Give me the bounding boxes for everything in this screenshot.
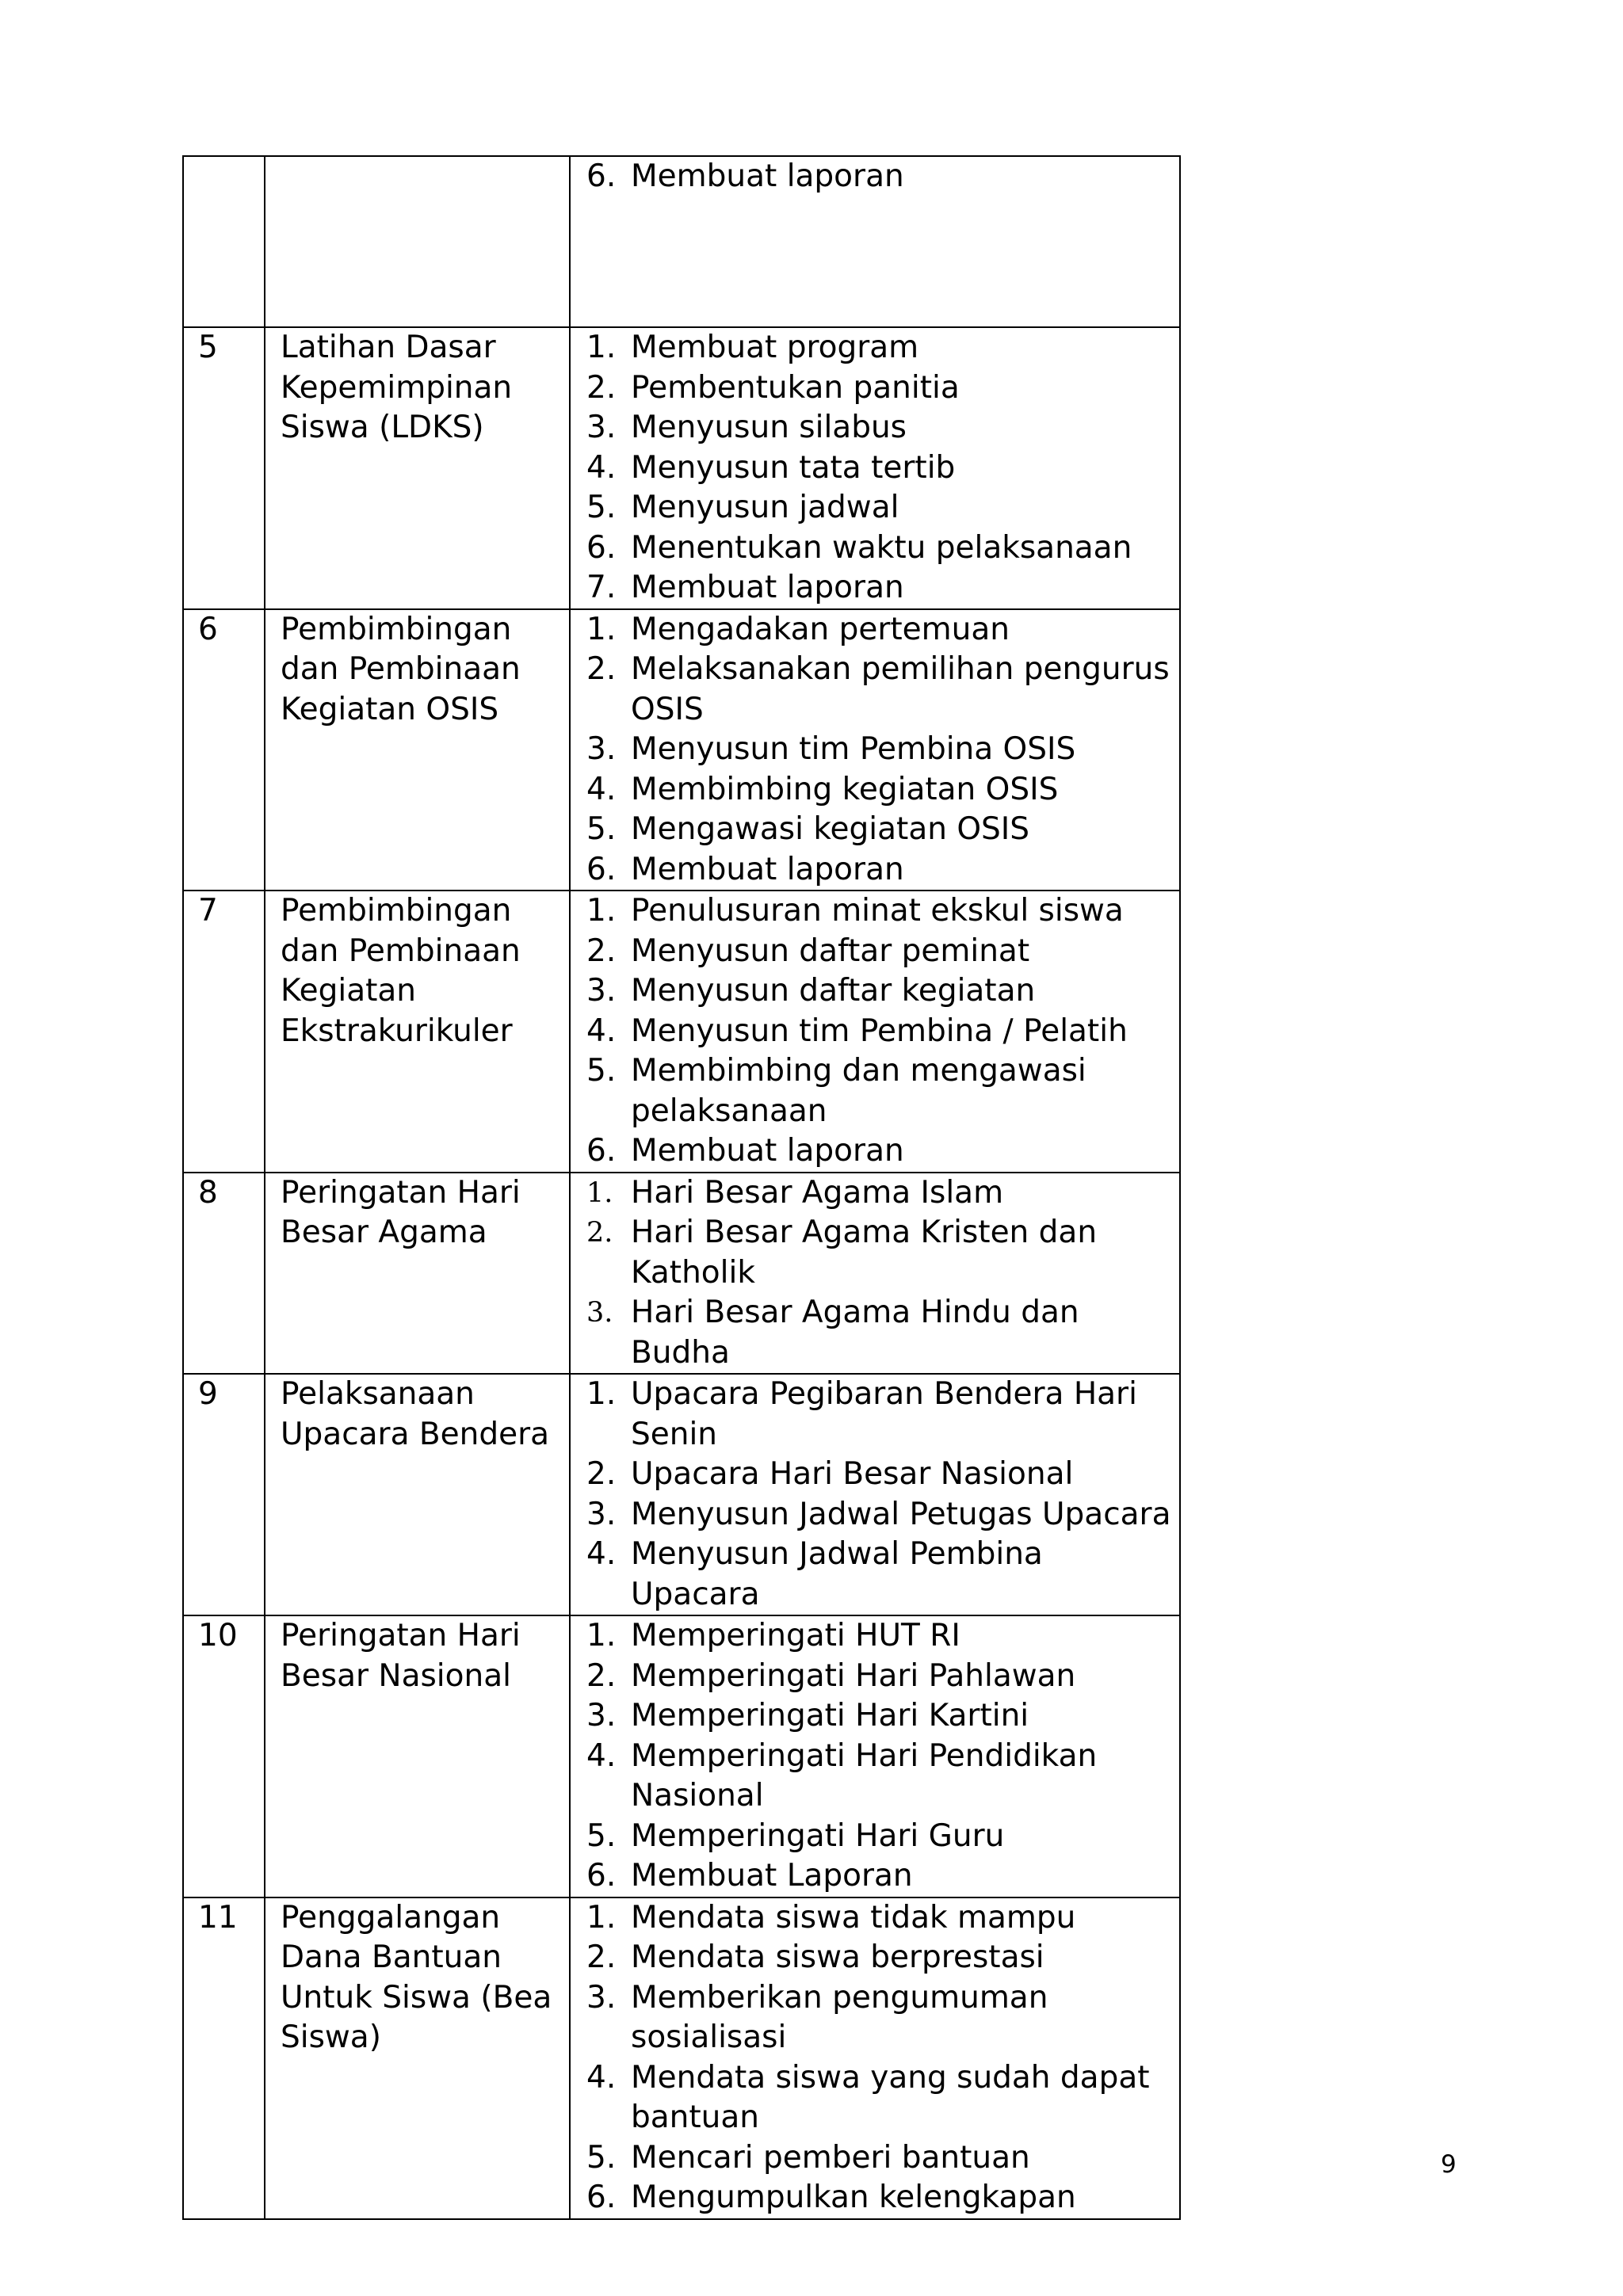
item-text: Membimbing dan mengawasi pelaksanaan [631, 1053, 1086, 1129]
table-row [183, 1615, 1180, 1897]
list-item [577, 650, 1179, 730]
activity-steps [570, 1615, 1180, 1897]
item-number: 2. [586, 1456, 617, 1492]
item-number: 6. [586, 2180, 617, 2215]
item-number: 7. [586, 570, 617, 605]
row-number: 7 [183, 891, 265, 1173]
list-item [577, 528, 1179, 569]
item-number: 4. [586, 1737, 617, 1774]
item-number: 1. [586, 1376, 617, 1412]
item-number: 4. [586, 1536, 617, 1572]
item-number: 2. [586, 651, 617, 687]
item-text: Hari Besar Agama Islam [631, 1174, 1004, 1211]
row-number: 11 [183, 1897, 265, 2219]
list-item [577, 568, 1179, 608]
item-number: 3. [586, 731, 617, 767]
table-row [183, 1897, 1180, 2219]
item-number: 5. [586, 1817, 617, 1854]
item-number: 2. [586, 1939, 617, 1975]
table-row [183, 327, 1180, 609]
table-row [183, 1374, 1180, 1615]
item-text: Membuat laporan [631, 158, 904, 194]
item-number: 5. [586, 490, 617, 525]
step-list [577, 328, 1179, 608]
item-text: Membimbing kegiatan OSIS [631, 771, 1059, 807]
item-text: Memperingati Hari Pahlawan [631, 1657, 1076, 1694]
row-number: 5 [183, 327, 265, 609]
program-table [182, 155, 1181, 2220]
activity-name: Pembimbingan dan Pembinaan Kegiatan Ekstrakurikuler [265, 891, 570, 1173]
item-text: Mendata siswa yang sudah dapat bantuan [631, 2059, 1150, 2135]
item-text: Menyusun tim Pembina OSIS [631, 731, 1076, 767]
item-number: 6. [586, 1133, 617, 1169]
item-text: Membuat program [631, 330, 919, 365]
list-item [577, 850, 1179, 891]
item-number: 1. [586, 1177, 613, 1209]
list-item [577, 810, 1179, 850]
row-number: 8 [183, 1173, 265, 1375]
item-number: 1. [586, 611, 617, 647]
activity-name: Peringatan Hari Besar Nasional [265, 1615, 570, 1897]
activity-name: Pelaksanaan Upacara Bendera [265, 1374, 570, 1615]
list-item [577, 770, 1179, 810]
item-number: 1. [586, 1618, 617, 1653]
list-item [577, 1817, 1179, 1857]
list-item [577, 971, 1179, 1012]
list-item [577, 1012, 1179, 1052]
item-number: 3. [586, 1979, 617, 2016]
row-number: 9 [183, 1374, 265, 1615]
list-item [577, 1737, 1179, 1817]
page-number: 9 [1441, 2150, 1457, 2179]
step-list [577, 1173, 1179, 1374]
item-text: Pembentukan panitia [631, 369, 960, 406]
item-text: Menyusun jadwal [631, 490, 899, 525]
list-item [577, 1978, 1179, 2058]
item-number: 1. [586, 1899, 617, 1936]
list-item [577, 932, 1179, 972]
table-row [183, 1173, 1180, 1375]
item-text: Memperingati Hari Kartini [631, 1698, 1029, 1733]
list-item [577, 1131, 1179, 1172]
step-list [577, 1375, 1179, 1615]
activity-steps [570, 609, 1180, 891]
item-text: Membuat Laporan [631, 1858, 913, 1894]
list-item [577, 448, 1179, 489]
list-item [577, 2138, 1179, 2179]
list-item [577, 1375, 1179, 1455]
item-text: Memperingati Hari Pendidikan Nasional [631, 1737, 1098, 1814]
item-number: 5. [586, 2139, 617, 2176]
item-number: 4. [586, 1013, 617, 1049]
item-text: Mendata siswa tidak mampu [631, 1899, 1076, 1936]
row-number [183, 156, 265, 327]
list-item [577, 1657, 1179, 1697]
item-text: Menyusun daftar kegiatan [631, 973, 1036, 1009]
list-item [577, 157, 1179, 197]
list-item [577, 2058, 1179, 2138]
item-text: Menentukan waktu pelaksanaan [631, 529, 1132, 566]
list-item [577, 1293, 1179, 1373]
activity-steps [570, 156, 1180, 327]
list-item [577, 610, 1179, 650]
item-number: 3. [586, 1496, 617, 1532]
item-number: 2. [586, 933, 617, 969]
activity-steps [570, 327, 1180, 609]
list-item [577, 1173, 1179, 1214]
activity-name: Latihan Dasar Kepemimpinan Siswa (LDKS) [265, 327, 570, 609]
item-text: Membuat laporan [631, 1133, 904, 1169]
activity-name: Pembimbingan dan Pembinaan Kegiatan OSIS [265, 609, 570, 891]
list-item [577, 1495, 1179, 1535]
item-text: Hari Besar Agama Kristen dan Katholik [631, 1215, 1098, 1291]
item-number: 3. [586, 410, 617, 445]
step-list [577, 1898, 1179, 2218]
item-number: 4. [586, 2059, 617, 2096]
list-item [577, 1213, 1179, 1293]
item-text: Menyusun silabus [631, 410, 907, 445]
list-item [577, 1535, 1179, 1615]
list-item [577, 1938, 1179, 1978]
item-number: 6. [586, 529, 617, 566]
table-row [183, 609, 1180, 891]
item-text: Membuat laporan [631, 570, 904, 605]
item-text: Menyusun tata tertib [631, 449, 956, 486]
item-text: Mengadakan pertemuan [631, 611, 1010, 647]
item-number: 1. [586, 893, 617, 929]
list-item [577, 328, 1179, 368]
item-text: Mendata siswa berprestasi [631, 1939, 1044, 1975]
item-text: Memperingati Hari Guru [631, 1817, 1005, 1854]
activity-name: Penggalangan Dana Bantuan Untuk Siswa (Bea Siswa) [265, 1897, 570, 2219]
item-number: 2. [586, 1657, 617, 1694]
activity-steps [570, 1173, 1180, 1375]
step-list [577, 1616, 1179, 1897]
list-item [577, 368, 1179, 409]
step-list [577, 610, 1179, 891]
item-text: Memberikan pengumuman sosialisasi [631, 1979, 1048, 2055]
table-row [183, 156, 1180, 327]
item-text: Upacara Hari Besar Nasional [631, 1456, 1074, 1492]
table-row [183, 891, 1180, 1173]
activity-name: Peringatan Hari Besar Agama [265, 1173, 570, 1375]
item-text: Hari Besar Agama Hindu dan Budha [631, 1295, 1079, 1371]
item-number: 4. [586, 771, 617, 807]
list-item [577, 891, 1179, 932]
item-text: Memperingati HUT RI [631, 1618, 960, 1653]
item-number: 6. [586, 851, 617, 887]
item-text: Menyusun tim Pembina / Pelatih [631, 1013, 1128, 1049]
item-number: 5. [586, 1053, 617, 1089]
list-item [577, 1696, 1179, 1737]
activity-name [265, 156, 570, 327]
item-text: Melaksanakan pemilihan pengurus OSIS [631, 651, 1170, 727]
step-list [577, 157, 1179, 197]
item-text: Menyusun Jadwal Pembina Upacara [631, 1536, 1043, 1612]
item-number: 6. [586, 1858, 617, 1894]
item-number: 1. [586, 330, 617, 365]
item-number: 3. [586, 1297, 613, 1329]
item-number: 5. [586, 811, 617, 847]
list-item [577, 408, 1179, 448]
list-item [577, 1616, 1179, 1657]
list-item [577, 1455, 1179, 1495]
list-item [577, 1051, 1179, 1131]
list-item [577, 1898, 1179, 1939]
step-list [577, 891, 1179, 1172]
row-number: 10 [183, 1615, 265, 1897]
activity-steps [570, 1897, 1180, 2219]
list-item [577, 730, 1179, 770]
item-text: Membuat laporan [631, 851, 904, 887]
activity-steps [570, 1374, 1180, 1615]
item-number: 3. [586, 1698, 617, 1733]
item-number: 3. [586, 973, 617, 1009]
row-number: 6 [183, 609, 265, 891]
item-text: Mencari pemberi bantuan [631, 2139, 1030, 2176]
item-text: Penulusuran minat ekskul siswa [631, 893, 1124, 929]
item-text: Menyusun Jadwal Petugas Upacara [631, 1496, 1171, 1532]
item-text: Menyusun daftar peminat [631, 933, 1030, 969]
item-number: 4. [586, 449, 617, 486]
item-number: 2. [586, 1217, 613, 1249]
item-text: Upacara Pegibaran Bendera Hari Senin [631, 1376, 1137, 1452]
item-number: 6. [586, 158, 617, 194]
list-item [577, 2178, 1179, 2218]
item-number: 2. [586, 369, 617, 406]
list-item [577, 1856, 1179, 1897]
item-text: Mengawasi kegiatan OSIS [631, 811, 1030, 847]
list-item [577, 488, 1179, 528]
item-text: Mengumpulkan kelengkapan [631, 2180, 1076, 2215]
activity-steps [570, 891, 1180, 1173]
